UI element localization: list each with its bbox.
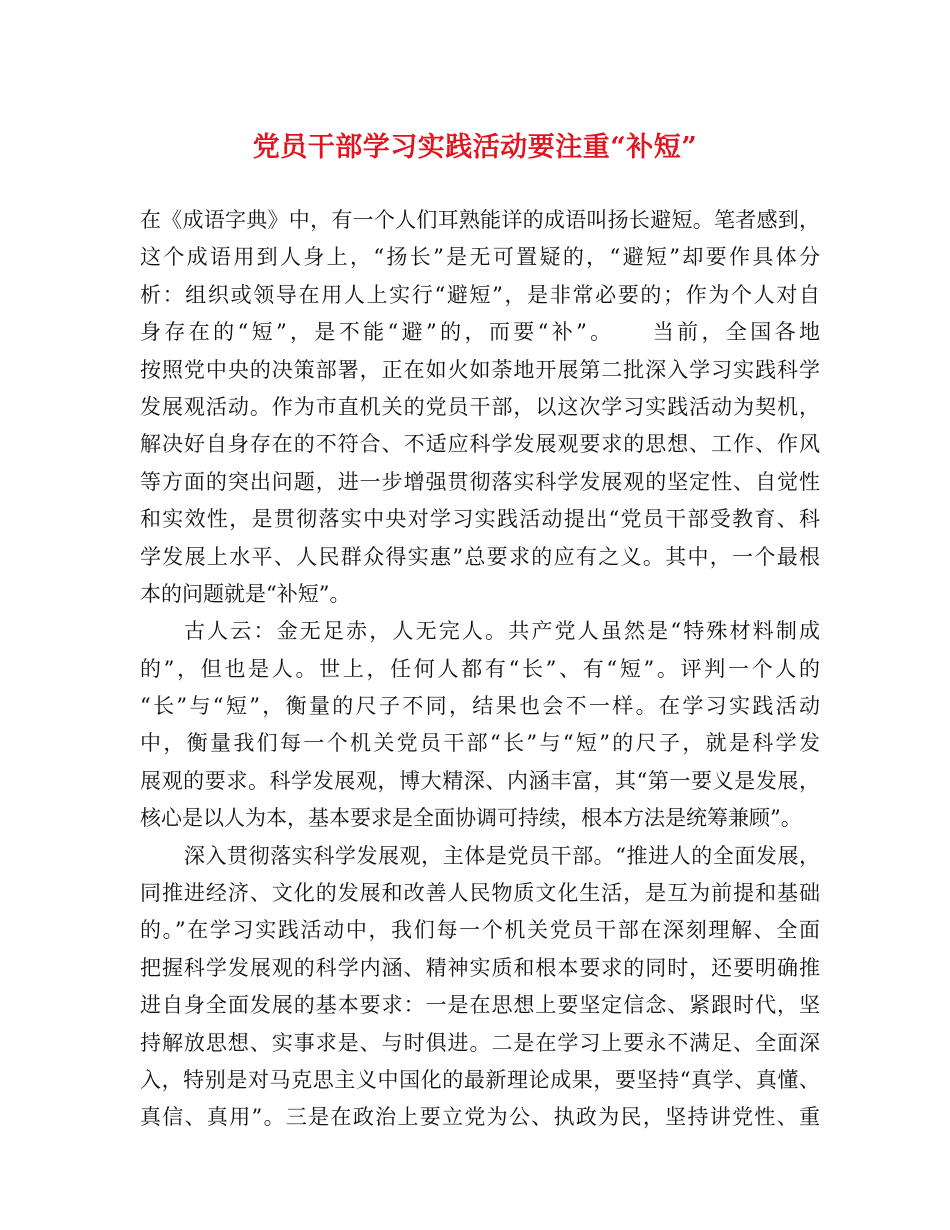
- text-line: 这个成语用到人身上，“扬长”是无可置疑的，“避短”却要作具体分: [140, 245, 820, 270]
- text-line: 同推进经济、文化的发展和改善人民物质文化生活，是互为前提和基础: [140, 881, 820, 906]
- document-title: 党员干部学习实践活动要注重“补短”: [252, 132, 698, 163]
- text-line: 核心是以人为本，基本要求是全面协调可持续，根本方法是统筹兼顾”。: [140, 806, 802, 831]
- text-line: 发展观活动。作为市直机关的党员干部，以这次学习实践活动为契机，: [140, 394, 820, 419]
- text-line: 身存在的“短”，是不能“避”的，而要“补”。 当前，全国各地: [140, 320, 820, 345]
- text-line: 和实效性，是贯彻落实中央对学习实践活动提出“党员干部受教育、科: [140, 507, 820, 532]
- text-line: 持解放思想、实事求是、与时俱进。二是在学习上要永不满足、全面深: [140, 1030, 820, 1055]
- text-line: 中，衡量我们每一个机关党员干部“长”与“短”的尺子，就是科学发: [140, 731, 820, 756]
- text-line: 学发展上水平、人民群众得实惠”总要求的应有之义。其中，一个最根: [140, 544, 820, 569]
- text-line: 古人云：金无足赤，人无完人。共产党人虽然是“特殊材料制成: [184, 619, 820, 644]
- document-body: [140, 202, 820, 1137]
- text-line: 按照党中央的决策部署，正在如火如荼地开展第二批深入学习实践科学: [140, 357, 820, 382]
- text-line: 进自身全面发展的基本要求：一是在思想上要坚定信念、紧跟时代，坚: [140, 993, 820, 1018]
- text-line: 展观的要求。科学发展观，博大精深、内涵丰富，其“第一要义是发展，: [140, 768, 820, 793]
- text-line: “长”与“短”，衡量的尺子不同，结果也会不一样。在学习实践活动: [140, 694, 820, 719]
- text-line: 深入贯彻落实科学发展观，主体是党员干部。“推进人的全面发展，: [184, 843, 820, 868]
- text-line: 在《成语字典》中，有一个人们耳熟能详的成语叫扬长避短。笔者感到，: [140, 208, 820, 232]
- text-line: 把握科学发展观的科学内涵、精神实质和根本要求的同时，还要明确推: [140, 955, 820, 980]
- text-line: 的。”在学习实践活动中，我们每一个机关党员干部在深刻理解、全面: [140, 918, 820, 943]
- text-line: 析：组织或领导在用人上实行“避短”，是非常必要的；作为个人对自: [140, 282, 820, 307]
- text-line: 等方面的突出问题，进一步增强贯彻落实科学发展观的坚定性、自觉性: [140, 469, 820, 494]
- text-line: 本的问题就是“补短”。: [140, 581, 351, 606]
- text-line: 真信、真用”。三是在政治上要立党为公、执政为民，坚持讲党性、重: [140, 1105, 820, 1130]
- text-line: 解决好自身存在的不符合、不适应科学发展观要求的思想、工作、作风: [140, 432, 820, 457]
- text-line: 的”，但也是人。世上，任何人都有“长”、有“短”。评判一个人的: [140, 656, 820, 681]
- text-line: 入，特别是对马克思主义中国化的最新理论成果，要坚持“真学、真懂、: [140, 1067, 820, 1092]
